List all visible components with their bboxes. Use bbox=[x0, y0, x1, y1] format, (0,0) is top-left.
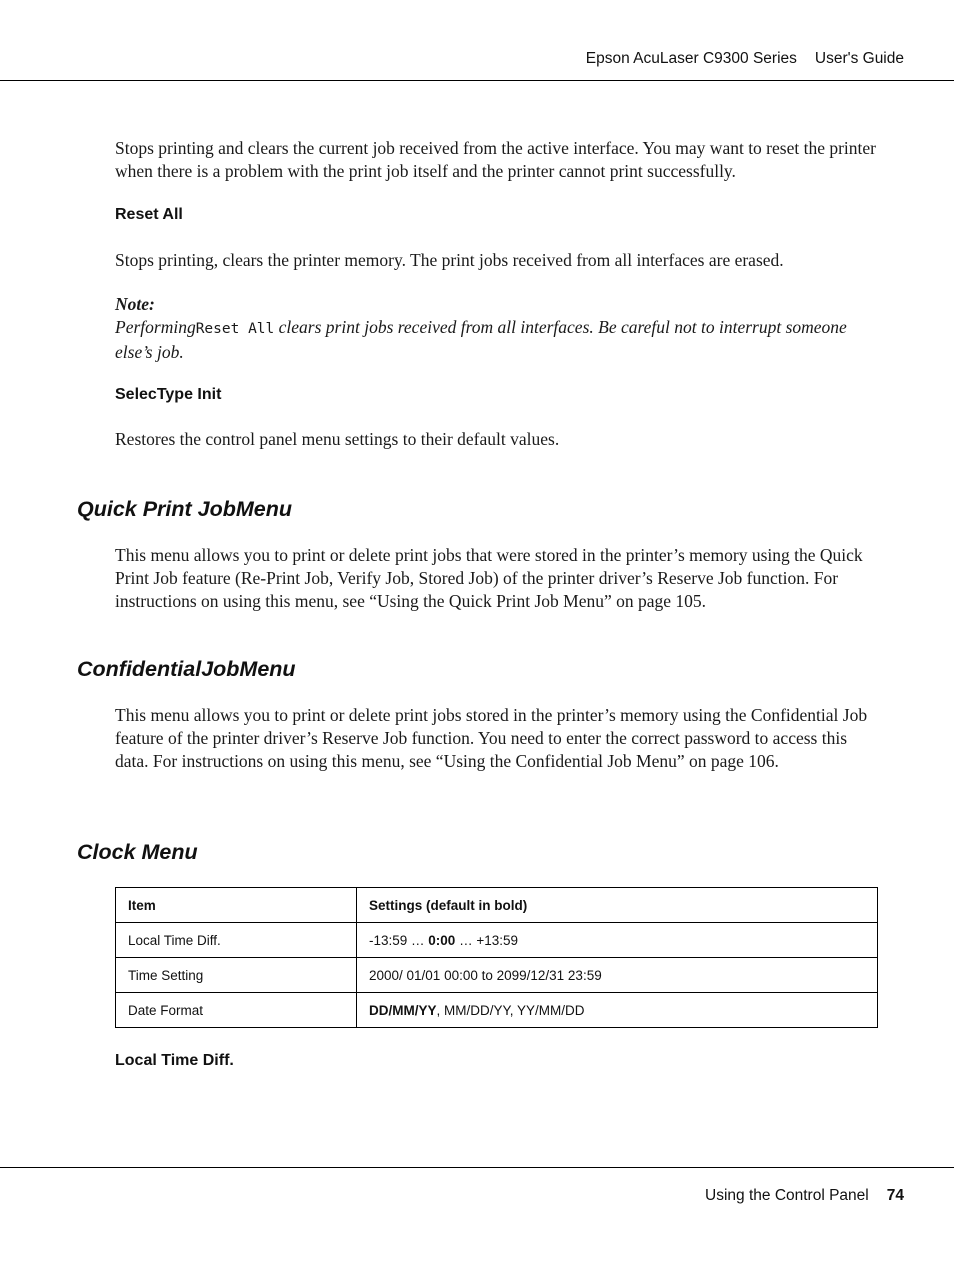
quick-print-paragraph: This menu allows you to print or delete print jobs that were stored in the printer’s memory using the Quick Print Job feature (Re-Print Job, Verify Job, Stored Job) of the printer driver’s Reserve Job function. For instructions on using this menu, see “Using the Quick Print Job Menu” on page 105. bbox=[115, 545, 863, 611]
note-prefix: Performing bbox=[115, 317, 196, 337]
row-settings bbox=[357, 923, 878, 958]
page-header bbox=[586, 50, 904, 68]
page-number: 74 bbox=[886, 1187, 904, 1204]
settings-pre: -13:59 … bbox=[369, 932, 429, 948]
local-time-diff-heading: Local Time Diff. bbox=[115, 1052, 234, 1069]
confidential-paragraph: This menu allows you to print or delete print jobs stored in the printer’s memory using the Confidential Job feature of the printer driver’s Reserve Job function. You need to enter the correct password to access this data. For instructions on using this menu, see “Using the Confidential Job Menu” on page 106. bbox=[115, 705, 868, 771]
table-row bbox=[116, 958, 878, 993]
selectype-init-heading: SelecType Init bbox=[115, 386, 222, 403]
settings-post: , MM/DD/YY, YY/MM/DD bbox=[436, 1002, 585, 1018]
row-item: Time Setting bbox=[116, 958, 357, 993]
header-rule bbox=[0, 80, 954, 81]
settings-post: … +13:59 bbox=[455, 932, 518, 948]
row-item: Local Time Diff. bbox=[116, 923, 357, 958]
header-guide-title: User's Guide bbox=[814, 50, 904, 67]
note-suffix: clears print jobs received from all interfaces. Be careful not to interrupt someone else’s job. bbox=[115, 317, 847, 362]
row-item: Date Format bbox=[116, 993, 357, 1028]
settings-default: 0:00 bbox=[428, 932, 456, 948]
clock-menu-title: Clock Menu bbox=[77, 840, 198, 864]
reset-all-heading: Reset All bbox=[115, 206, 183, 223]
confidential-title: ConfidentialJobMenu bbox=[77, 657, 296, 681]
footer-rule bbox=[0, 1167, 954, 1168]
row-settings bbox=[357, 958, 878, 993]
note-body bbox=[115, 316, 878, 364]
footer-section-title: Using the Control Panel bbox=[705, 1187, 869, 1204]
selectype-init-paragraph: Restores the control panel menu settings to their default values. bbox=[115, 429, 560, 449]
clock-settings-table bbox=[115, 887, 878, 1028]
page-footer bbox=[705, 1187, 904, 1205]
note-code: Reset All bbox=[195, 321, 275, 337]
header-product-title: Epson AcuLaser C9300 Series bbox=[585, 50, 797, 67]
table-header-row bbox=[116, 888, 878, 923]
column-header-settings: Settings (default in bold) bbox=[357, 888, 878, 923]
settings-default: DD/MM/YY bbox=[369, 1002, 437, 1018]
table-row bbox=[116, 993, 878, 1028]
table-row bbox=[116, 923, 878, 958]
column-header-item: Item bbox=[116, 888, 357, 923]
note-label: Note: bbox=[115, 294, 155, 314]
settings-pre: 2000/ 01/01 00:00 to 2099/12/31 23:59 bbox=[369, 967, 602, 983]
quick-print-title: Quick Print JobMenu bbox=[77, 497, 293, 521]
row-settings bbox=[357, 993, 878, 1028]
reset-all-paragraph: Stops printing, clears the printer memory. The print jobs received from all interfaces are erased. bbox=[115, 250, 784, 270]
intro-paragraph: Stops printing and clears the current job received from the active interface. You may want to reset the printer when there is a problem with the print job itself and the printer cannot print successfully. bbox=[115, 138, 876, 181]
